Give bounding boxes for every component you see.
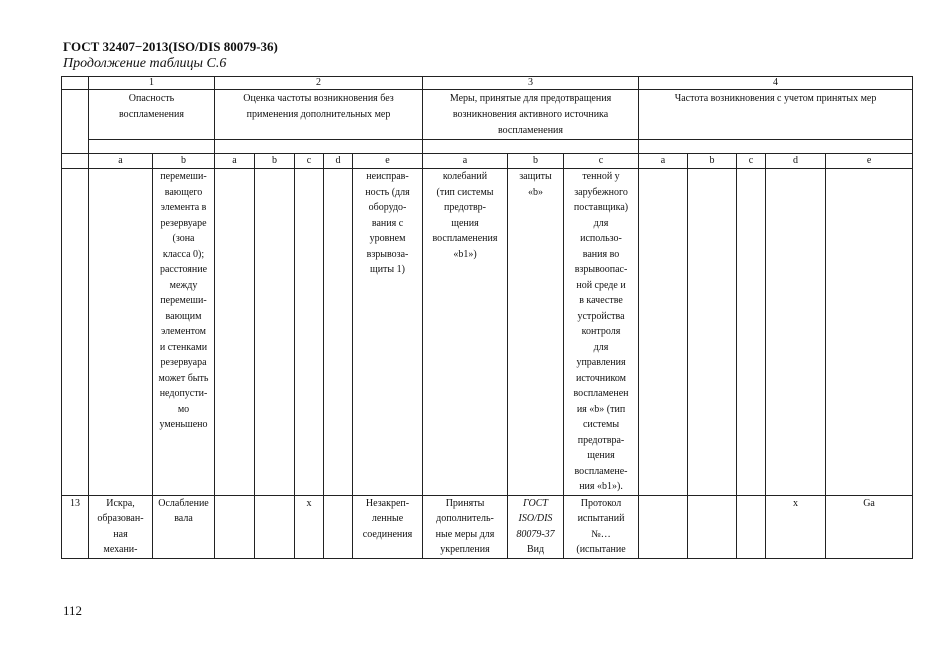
empty-cell (826, 169, 913, 496)
cell-hazard-description: перемеши- вающего элемента в резервуаре (зона класса 0); расстояние между перемеши- вающим элементом и стенками резервуара может быть недопусти- мо уменьшено (153, 169, 215, 496)
subcolumn-letter: a (215, 154, 255, 169)
table-row (62, 169, 913, 496)
cell-measure-reference (508, 495, 564, 558)
empty-cell (215, 169, 255, 496)
preventive-measures-header: Меры, принятые для предотвращения возникновения активного источника воспламенения (423, 90, 639, 140)
cell-measure-description: колебаний (тип системы предотвр- щения воспламенения «b1») (423, 169, 508, 496)
subcolumn-letter: b (255, 154, 295, 169)
subcolumn-letter: d (324, 154, 353, 169)
column-number-3: 3 (423, 77, 639, 90)
row-number-header (62, 90, 89, 154)
empty-cell (89, 169, 153, 496)
group-header-row (62, 90, 913, 140)
cell-hazard-type: Искра, образован- ная механи- (89, 495, 153, 558)
empty-cell (215, 140, 423, 154)
cell-frequency-mark: x (766, 495, 826, 558)
row-number: 13 (62, 495, 89, 558)
page-number: 112 (63, 603, 83, 618)
empty-cell (423, 140, 639, 154)
empty-cell (255, 169, 295, 496)
empty-cell (62, 169, 89, 496)
table-row (62, 495, 913, 558)
subcolumn-letter-row (62, 154, 913, 169)
subcolumn-letter: b (688, 154, 737, 169)
subcolumn-letter: c (295, 154, 324, 169)
ignition-hazard-header: Опасность воспламенения (89, 90, 215, 140)
empty-cell (688, 495, 737, 558)
cell-frequency-reason: Незакреп- ленные соединения (353, 495, 423, 558)
cell-measure-evidence: тенной у зарубежного поставщика) для использо- вания во взрывоопас- ной среде и в качестве устройства контроля для управления источником воспламенен ия «b» (тип системы предотвра- щения воспламене- ния «b1»). (564, 169, 639, 496)
subcolumn-letter: a (89, 154, 153, 169)
cell-measure-reference: защиты «b» (508, 169, 564, 496)
header-spacer-row (62, 140, 913, 154)
subcolumn-letter: d (766, 154, 826, 169)
subcolumn-letter: e (353, 154, 423, 169)
cell-frequency-mark: x (295, 495, 324, 558)
empty-cell (639, 169, 688, 496)
subcolumn-letter: e (826, 154, 913, 169)
table-continuation-caption: Продолжение таблицы С.6 (63, 56, 227, 71)
empty-cell (639, 140, 913, 154)
empty-cell (324, 495, 353, 558)
empty-cell (255, 495, 295, 558)
empty-cell (737, 495, 766, 558)
empty-cell (295, 169, 324, 496)
hazard-assessment-table (61, 76, 913, 559)
subcolumn-letter: c (737, 154, 766, 169)
empty-cell (766, 169, 826, 496)
subcolumn-letter: b (153, 154, 215, 169)
cell-frequency-reason: неисправ- ность (для оборудо- вания с уровнем взрывоза- щиты 1) (353, 169, 423, 496)
cell-measure-description: Приняты дополнитель- ные меры для укрепления (423, 495, 508, 558)
empty-cell (639, 495, 688, 558)
column-number-1: 1 (89, 77, 215, 90)
column-number-2: 2 (215, 77, 423, 90)
subcolumn-letter: a (639, 154, 688, 169)
column-number-row (62, 77, 913, 90)
empty-cell (62, 154, 89, 169)
frequency-without-measures-header: Оценка частоты возникновения без применения дополнительных мер (215, 90, 423, 140)
column-number-4: 4 (639, 77, 913, 90)
cell-equipment-level: Ga (826, 495, 913, 558)
subcolumn-letter: c (564, 154, 639, 169)
subcolumn-letter: a (423, 154, 508, 169)
cell-measure-evidence: Протокол испытаний №… (испытание (564, 495, 639, 558)
frequency-with-measures-header: Частота возникновения с учетом принятых мер (639, 90, 913, 140)
subcolumn-letter: b (508, 154, 564, 169)
empty-cell (215, 495, 255, 558)
empty-cell (737, 169, 766, 496)
document-title: ГОСТ 32407−2013(ISO/DIS 80079-36) (63, 39, 278, 54)
standard-reference: ГОСТ ISO/DIS 80079-37 (516, 497, 555, 540)
empty-cell (324, 169, 353, 496)
empty-cell (688, 169, 737, 496)
reference-type-label: Вид (526, 544, 545, 555)
empty-cell (89, 140, 215, 154)
empty-cell (62, 77, 89, 90)
cell-hazard-description: Ослабление вала (153, 495, 215, 558)
